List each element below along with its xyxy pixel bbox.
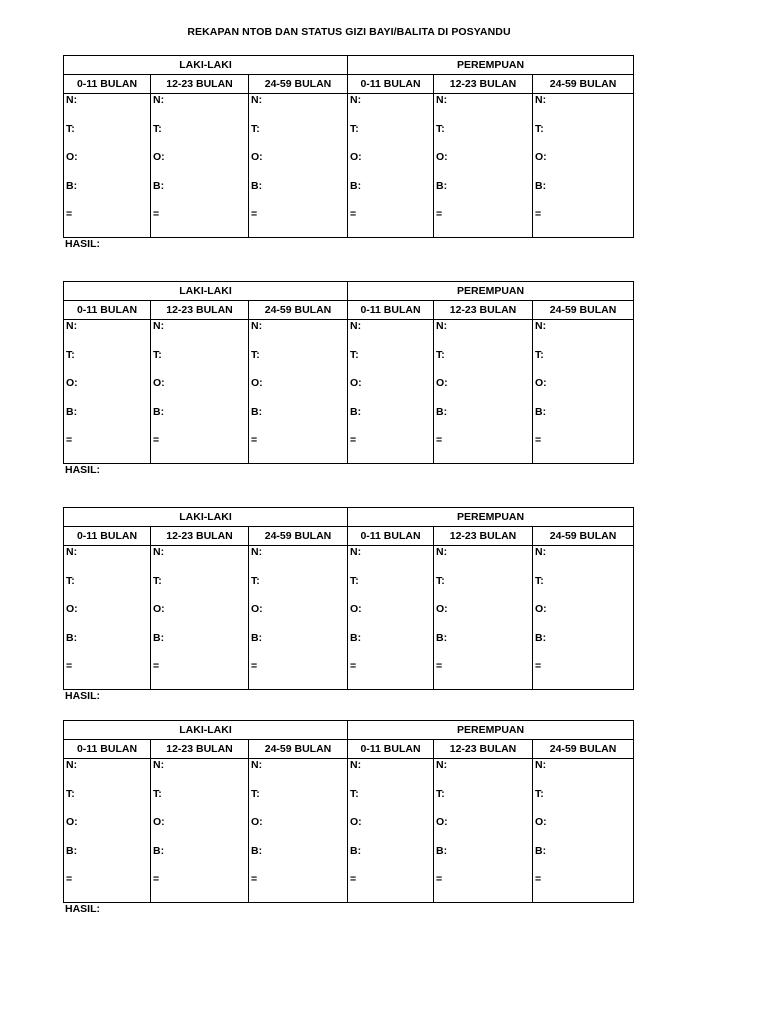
header-age-0-11: 0-11 BULAN [64,527,151,546]
row-label-equals: = [436,434,443,447]
row-label-t: T: [350,348,359,361]
row-label-b: B: [350,844,362,857]
row-label-b: B: [436,844,448,857]
header-age-12-23: 12-23 BULAN [151,740,249,759]
row-label-o: O: [153,816,165,829]
row-label-b: B: [535,631,547,644]
row-label-o: O: [153,377,165,390]
data-cell[interactable] [64,320,151,464]
row-label-o: O: [66,377,78,390]
data-cell[interactable] [533,94,634,238]
row-label-n: N: [153,759,165,771]
row-label-equals: = [535,208,542,221]
data-cell[interactable] [434,546,533,690]
row-label-n: N: [535,320,547,332]
row-label-n: N: [436,759,448,771]
row-label-n: N: [66,546,78,558]
row-label-t: T: [251,574,260,587]
header-age-24-59: 24-59 BULAN [249,740,348,759]
recap-table [63,281,634,464]
row-label-b: B: [251,631,263,644]
result-label: HASIL: [65,689,100,702]
row-label-n: N: [535,94,547,106]
row-label-o: O: [350,603,362,616]
row-label-equals: = [251,208,258,221]
row-label-n: N: [535,759,547,771]
row-label-equals: = [535,873,542,886]
row-label-equals: = [350,873,357,886]
row-label-o: O: [436,816,448,829]
row-label-b: B: [66,179,78,192]
data-cell[interactable] [249,320,348,464]
data-cell[interactable] [348,546,434,690]
header-age-12-23: 12-23 BULAN [434,527,533,546]
row-label-b: B: [350,405,362,418]
header-age-0-11: 0-11 BULAN [348,75,434,94]
row-label-b: B: [251,179,263,192]
header-age-24-59: 24-59 BULAN [533,75,634,94]
header-age-0-11: 0-11 BULAN [64,75,151,94]
recap-table [63,720,634,903]
row-label-b: B: [350,179,362,192]
row-label-equals: = [251,873,258,886]
row-label-t: T: [436,122,445,135]
row-label-b: B: [153,631,165,644]
row-label-t: T: [153,787,162,800]
header-perempuan: PEREMPUAN [348,56,634,75]
row-label-t: T: [153,122,162,135]
row-label-b: B: [66,631,78,644]
row-label-equals: = [535,660,542,673]
recap-block-1 [63,55,633,250]
row-label-b: B: [251,844,263,857]
header-age-24-59: 24-59 BULAN [533,740,634,759]
row-label-n: N: [350,546,362,558]
row-label-n: N: [436,546,448,558]
header-age-12-23: 12-23 BULAN [151,75,249,94]
row-label-t: T: [251,122,260,135]
row-label-t: T: [535,348,544,361]
header-laki-laki: LAKI-LAKI [64,508,348,527]
data-cell[interactable] [151,320,249,464]
row-label-equals: = [436,873,443,886]
header-perempuan: PEREMPUAN [348,721,634,740]
data-cell[interactable] [533,546,634,690]
header-laki-laki: LAKI-LAKI [64,56,348,75]
row-label-n: N: [66,94,78,106]
row-label-n: N: [350,320,362,332]
row-label-t: T: [535,574,544,587]
row-label-n: N: [66,320,78,332]
row-label-equals: = [436,660,443,673]
row-label-equals: = [350,660,357,673]
row-label-n: N: [350,94,362,106]
document-title: REKAPAN NTOB DAN STATUS GIZI BAYI/BALITA DI POSYANDU [187,26,511,38]
row-label-equals: = [153,434,160,447]
row-label-b: B: [66,844,78,857]
row-label-b: B: [535,405,547,418]
row-label-o: O: [535,151,547,164]
data-cell[interactable] [434,759,533,903]
recap-block-2 [63,281,633,476]
header-laki-laki: LAKI-LAKI [64,282,348,301]
row-label-o: O: [436,151,448,164]
header-perempuan: PEREMPUAN [348,508,634,527]
data-cell[interactable] [348,94,434,238]
row-label-equals: = [350,434,357,447]
data-cell[interactable] [348,759,434,903]
recap-table [63,507,634,690]
row-label-t: T: [350,574,359,587]
row-label-t: T: [66,348,75,361]
row-label-t: T: [436,787,445,800]
row-label-n: N: [153,94,165,106]
row-label-t: T: [350,787,359,800]
data-cell[interactable] [151,546,249,690]
header-age-12-23: 12-23 BULAN [151,301,249,320]
row-label-o: O: [251,603,263,616]
row-label-t: T: [251,348,260,361]
row-label-o: O: [66,603,78,616]
row-label-t: T: [535,787,544,800]
row-label-equals: = [66,873,73,886]
row-label-b: B: [436,405,448,418]
row-label-n: N: [153,320,165,332]
data-cell[interactable] [64,94,151,238]
row-label-t: T: [66,787,75,800]
row-label-o: O: [535,816,547,829]
result-label: HASIL: [65,463,100,476]
row-label-equals: = [66,434,73,447]
row-label-n: N: [251,94,263,106]
row-label-t: T: [436,348,445,361]
header-age-24-59: 24-59 BULAN [249,75,348,94]
row-label-o: O: [350,377,362,390]
row-label-b: B: [153,405,165,418]
row-label-n: N: [535,546,547,558]
row-label-b: B: [153,844,165,857]
row-label-o: O: [153,603,165,616]
row-label-o: O: [153,151,165,164]
row-label-n: N: [436,94,448,106]
data-cell[interactable] [249,94,348,238]
row-label-o: O: [251,816,263,829]
row-label-n: N: [251,546,263,558]
row-label-equals: = [535,434,542,447]
row-label-t: T: [350,122,359,135]
row-label-b: B: [436,179,448,192]
recap-block-4 [63,720,633,915]
row-label-b: B: [350,631,362,644]
row-label-t: T: [153,574,162,587]
result-label: HASIL: [65,902,100,915]
header-age-0-11: 0-11 BULAN [64,301,151,320]
header-age-24-59: 24-59 BULAN [249,301,348,320]
row-label-equals: = [66,208,73,221]
data-cell[interactable] [151,759,249,903]
data-cell[interactable] [64,759,151,903]
header-age-24-59: 24-59 BULAN [249,527,348,546]
row-label-equals: = [66,660,73,673]
row-label-t: T: [153,348,162,361]
row-label-n: N: [66,759,78,771]
row-label-b: B: [66,405,78,418]
row-label-o: O: [436,603,448,616]
row-label-equals: = [251,434,258,447]
header-age-12-23: 12-23 BULAN [434,75,533,94]
data-cell[interactable] [151,94,249,238]
data-cell[interactable] [434,320,533,464]
header-age-0-11: 0-11 BULAN [64,740,151,759]
data-cell[interactable] [348,320,434,464]
row-label-b: B: [153,179,165,192]
row-label-equals: = [350,208,357,221]
row-label-equals: = [153,208,160,221]
row-label-t: T: [436,574,445,587]
recap-table [63,55,634,238]
row-label-b: B: [535,844,547,857]
header-laki-laki: LAKI-LAKI [64,721,348,740]
row-label-o: O: [251,377,263,390]
row-label-b: B: [436,631,448,644]
data-cell[interactable] [533,759,634,903]
header-age-0-11: 0-11 BULAN [348,740,434,759]
row-label-equals: = [436,208,443,221]
row-label-equals: = [153,660,160,673]
row-label-o: O: [66,816,78,829]
row-label-n: N: [153,546,165,558]
row-label-t: T: [535,122,544,135]
row-label-o: O: [350,151,362,164]
row-label-o: O: [66,151,78,164]
header-age-24-59: 24-59 BULAN [533,301,634,320]
row-label-o: O: [350,816,362,829]
row-label-o: O: [251,151,263,164]
row-label-b: B: [535,179,547,192]
row-label-t: T: [251,787,260,800]
row-label-n: N: [251,320,263,332]
recap-block-3 [63,507,633,702]
row-label-n: N: [436,320,448,332]
row-label-equals: = [153,873,160,886]
row-label-t: T: [66,574,75,587]
header-age-0-11: 0-11 BULAN [348,527,434,546]
row-label-o: O: [436,377,448,390]
header-age-12-23: 12-23 BULAN [434,301,533,320]
data-cell[interactable] [533,320,634,464]
row-label-b: B: [251,405,263,418]
row-label-equals: = [251,660,258,673]
data-cell[interactable] [249,759,348,903]
row-label-t: T: [66,122,75,135]
data-cell[interactable] [64,546,151,690]
data-cell[interactable] [434,94,533,238]
row-label-n: N: [350,759,362,771]
header-age-0-11: 0-11 BULAN [348,301,434,320]
result-label: HASIL: [65,237,100,250]
row-label-o: O: [535,603,547,616]
row-label-o: O: [535,377,547,390]
row-label-n: N: [251,759,263,771]
header-age-12-23: 12-23 BULAN [151,527,249,546]
data-cell[interactable] [249,546,348,690]
header-age-24-59: 24-59 BULAN [533,527,634,546]
header-perempuan: PEREMPUAN [348,282,634,301]
header-age-12-23: 12-23 BULAN [434,740,533,759]
